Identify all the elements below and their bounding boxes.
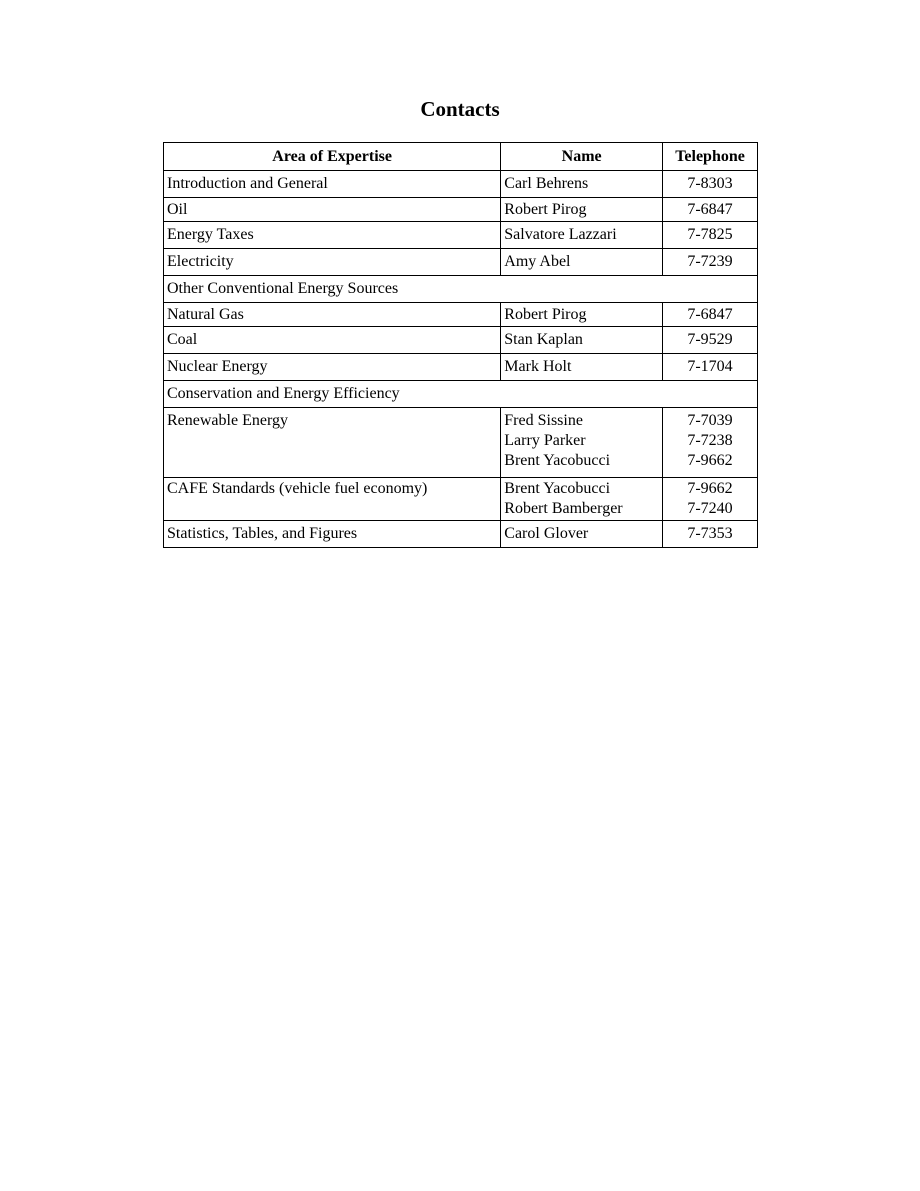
telephone-number: 7-7353 — [687, 525, 733, 542]
name-cell — [501, 327, 663, 354]
telephone-number: 7-6847 — [687, 201, 733, 218]
table-row — [164, 478, 758, 521]
section-row — [164, 276, 758, 303]
telephone-number: 7-6847 — [687, 306, 733, 323]
contact-name: Fred Sissine — [504, 412, 583, 429]
telephone-number: 7-7825 — [687, 226, 733, 243]
table-row — [164, 408, 758, 478]
area-cell: CAFE Standards (vehicle fuel economy) — [164, 478, 501, 521]
section-heading: Conservation and Energy Efficiency — [164, 381, 758, 408]
contact-name: Robert Bamberger — [504, 500, 623, 517]
table-row — [164, 354, 758, 381]
name-cell — [501, 222, 663, 249]
telephone-cell — [663, 478, 758, 521]
page-title: Contacts — [420, 97, 500, 121]
section-row — [164, 381, 758, 408]
area-cell: Natural Gas — [164, 303, 501, 327]
table-row — [164, 198, 758, 222]
contact-name: Amy Abel — [504, 253, 571, 270]
section-heading: Other Conventional Energy Sources — [164, 276, 758, 303]
area-cell: Statistics, Tables, and Figures — [164, 521, 501, 548]
name-cell — [501, 478, 663, 521]
telephone-number: 7-9662 — [687, 452, 733, 469]
name-cell — [501, 408, 663, 478]
contact-name: Salvatore Lazzari — [504, 226, 617, 243]
name-cell — [501, 303, 663, 327]
table-header-row — [164, 143, 758, 171]
telephone-number: 7-9662 — [687, 480, 733, 497]
contact-name: Carl Behrens — [504, 175, 589, 192]
header-telephone: Telephone — [663, 143, 758, 171]
area-cell: Nuclear Energy — [164, 354, 501, 381]
area-cell: Introduction and General — [164, 171, 501, 198]
contact-name: Brent Yacobucci — [504, 452, 611, 469]
telephone-number: 7-7239 — [687, 253, 733, 270]
telephone-cell — [663, 222, 758, 249]
area-cell: Electricity — [164, 249, 501, 276]
name-cell — [501, 521, 663, 548]
telephone-cell — [663, 327, 758, 354]
telephone-cell — [663, 521, 758, 548]
telephone-number: 7-1704 — [687, 358, 733, 375]
table-row — [164, 327, 758, 354]
telephone-number: 7-9529 — [687, 331, 733, 348]
contacts-table — [163, 142, 758, 548]
table-row — [164, 222, 758, 249]
table-row — [164, 521, 758, 548]
telephone-number: 7-7039 — [687, 412, 733, 429]
telephone-number: 7-7240 — [687, 500, 733, 517]
header-name: Name — [501, 143, 663, 171]
area-cell: Renewable Energy — [164, 408, 501, 478]
name-cell — [501, 354, 663, 381]
contact-name: Carol Glover — [504, 525, 589, 542]
table-row — [164, 171, 758, 198]
contact-name: Stan Kaplan — [504, 331, 583, 348]
name-cell — [501, 198, 663, 222]
contact-name: Larry Parker — [504, 432, 586, 449]
telephone-cell — [663, 354, 758, 381]
contact-name: Robert Pirog — [504, 306, 587, 323]
area-cell: Energy Taxes — [164, 222, 501, 249]
telephone-cell — [663, 249, 758, 276]
contact-name: Robert Pirog — [504, 201, 587, 218]
telephone-number: 7-7238 — [687, 432, 733, 449]
area-cell: Coal — [164, 327, 501, 354]
table-row — [164, 303, 758, 327]
table-row — [164, 249, 758, 276]
telephone-cell — [663, 198, 758, 222]
telephone-cell — [663, 303, 758, 327]
telephone-cell — [663, 408, 758, 478]
contact-name: Mark Holt — [504, 358, 572, 375]
name-cell — [501, 249, 663, 276]
contact-name: Brent Yacobucci — [504, 480, 611, 497]
telephone-number: 7-8303 — [687, 175, 733, 192]
area-cell: Oil — [164, 198, 501, 222]
header-area-of-expertise: Area of Expertise — [164, 143, 501, 171]
name-cell — [501, 171, 663, 198]
telephone-cell — [663, 171, 758, 198]
